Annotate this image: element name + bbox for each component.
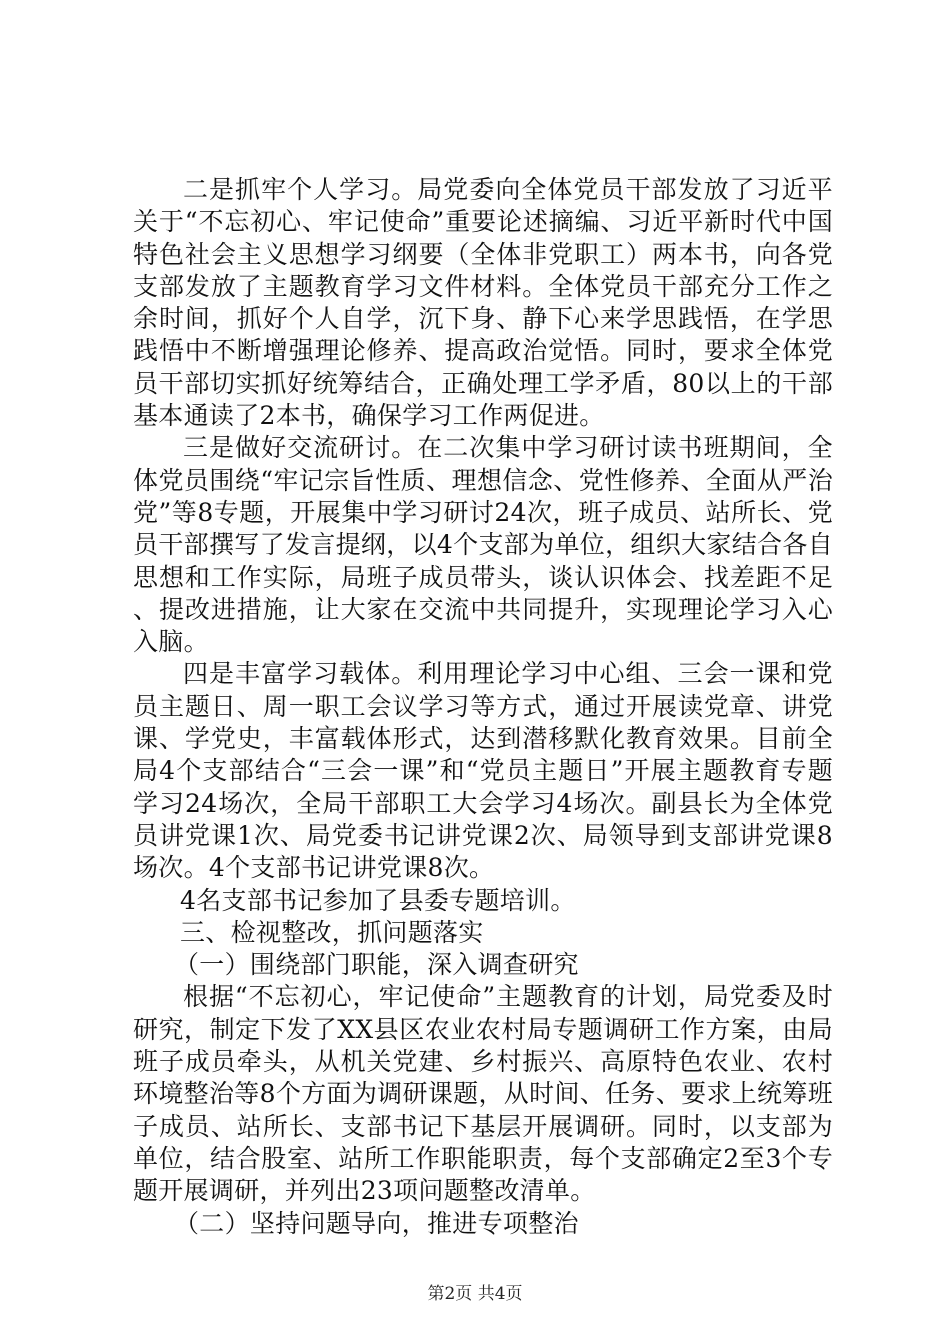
page-number-footer: 第2页 共4页	[427, 1284, 523, 1304]
subheading-rectification: （二）坚持问题导向，推进专项整治	[174, 1208, 579, 1238]
document-body	[133, 174, 833, 1240]
paragraph-study-carriers: 四是丰富学习载体。利用理论学习中心组、三会一课和党员主题日、周一职工会议学习等方式，通过开展读党章、讲党课、学党史，丰富载体形式，达到潜移默化教育效果。目前全局4个支部结合“三会一课”和“党员主题日”开展主题教育专题学习24场次，全局干部职工大会学习4场次。副县长为全体党员讲党课1次、局党委书记讲党课2次、局领导到支部讲党课8场次。4个支部书记讲党课8次。	[133, 659, 833, 883]
paragraph-personal-study: 二是抓牢个人学习。局党委向全体党员干部发放了习近平关于“不忘初心、牢记使命”重要论述摘编、习近平新时代中国特色社会主义思想学习纲要（全体非党职工）两本书，向各党支部发放了主题教育学习文件材料。全体党员干部充分工作之余时间，抓好个人自学，沉下身、静下心来学思践悟，在学思践悟中不断增强理论修养、提高政治觉悟。同时，要求全体党员干部切实抓好统筹结合，正确处理工学矛盾，80以上的干部基本通读了2本书，确保学习工作两促进。	[133, 175, 833, 431]
paragraph-exchange-discussion: 三是做好交流研讨。在二次集中学习研讨读书班期间，全体党员围绕“牢记宗旨性质、理想信念、党性修养、全面从严治党”等8专题，开展集中学习研讨24次，班子成员、站所长、党员干部撰写了发言提纲，以4个支部为单位，组织大家结合各自思想和工作实际，局班子成员带头，谈认识体会、找差距不足、提改进措施，让大家在交流中共同提升，实现理论学习入心入脑。	[133, 433, 833, 657]
paragraph-training: 4名支部书记参加了县委专题培训。	[180, 885, 576, 915]
subheading-research: （一）围绕部门职能，深入调查研究	[174, 950, 579, 980]
section-heading: 三、检视整改，抓问题落实	[180, 917, 484, 947]
paragraph-research-plan: 根据“不忘初心，牢记使命”主题教育的计划，局党委及时研究，制定下发了XX县区农业农村局专题调研工作方案，由局班子成员牵头，从机关党建、乡村振兴、高原特色农业、农村环境整治等8个方面为调研课题，从时间、任务、要求上统筹班子成员、站所长、支部书记下基层开展调研。同时，以支部为单位，结合股室、站所工作职能职责，每个支部确定2至3个专题开展调研，并列出23项问题整改清单。	[133, 982, 833, 1206]
